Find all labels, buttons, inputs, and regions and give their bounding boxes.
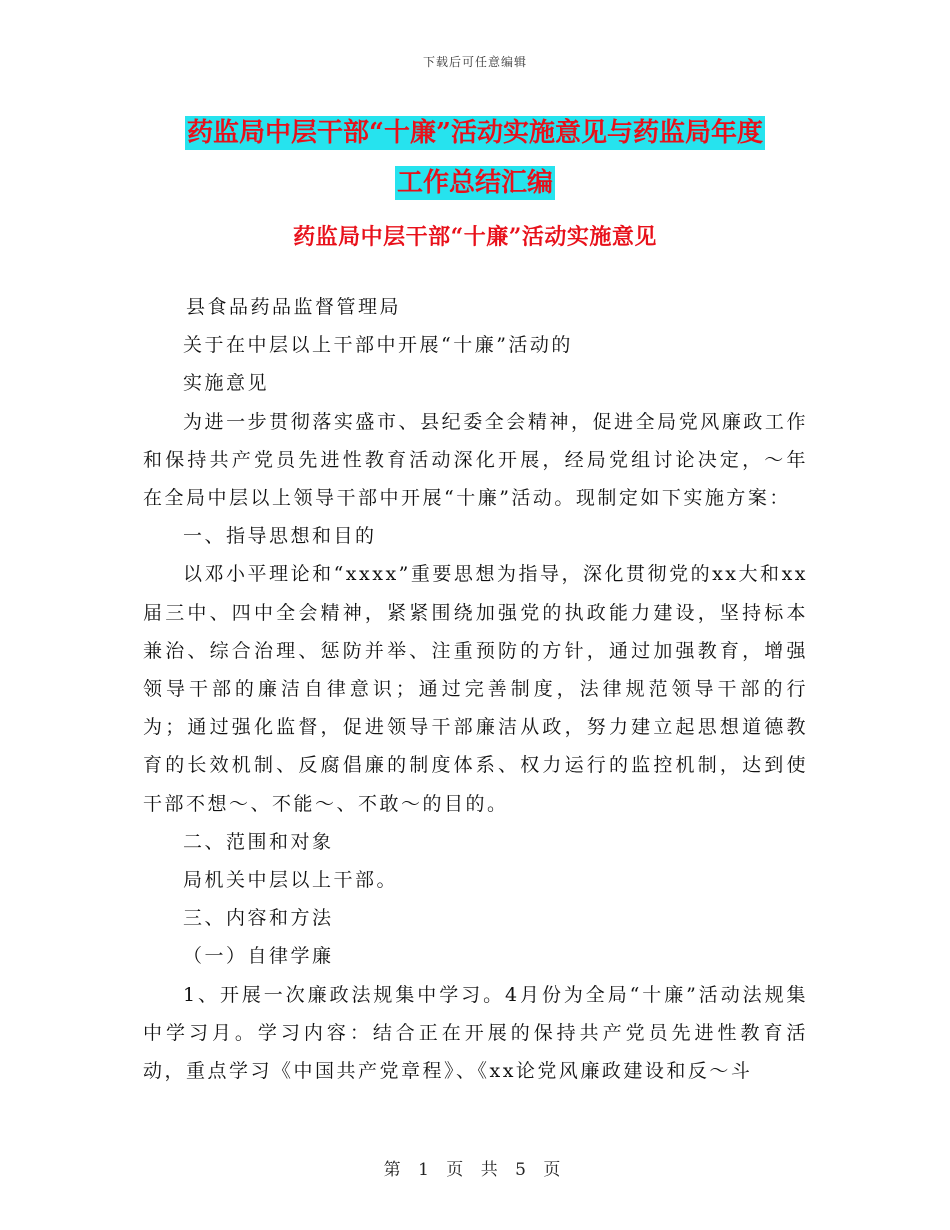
paragraph-study: 1、开展一次廉政法规集中学习。4月份为全局“十廉”活动法规集中学习月。学习内容：结合正在开展的保持共产党员先进性教育活动，重点学习《中国共产党章程》、《xx论党风廉政建设和反～斗 [143,983,808,1083]
heading-content-methods: 三、内容和方法 [183,907,334,930]
paragraph-org-name: 县食品药品监督管理局 [186,296,402,318]
heading-scope: 二、范围和对象 [183,830,334,853]
main-title-line-2: 工作总结汇编 [396,168,553,198]
document-main-title [0,108,950,208]
page-footer: 第 1 页 共 5 页 [383,1160,567,1180]
paragraph-guiding-thought: 以邓小平理论和“xxxx”重要思想为指导，深化贯彻党的xx大和xx届三中、四中全会精神，紧紧围绕加强党的执政能力建设，坚持标本兼治、综合治理、惩防并举、注重预防的方针，通过加强教育，增强领导干部的廉洁自律意识；通过完善制度，法律规范领导干部的行为；通过强化监督，促进领导干部廉洁从政，努力建立起思想道德教育的长效机制、反腐倡廉的制度体系、权力运行的监控机制，达到使干部不想～、不能～、不敢～的目的。 [143,563,808,815]
paragraph-scope: 局机关中层以上干部。 [183,869,399,892]
heading-guiding-thought: 一、指导思想和目的 [183,525,377,548]
paragraph-intro: 为进一步贯彻落实盛市、县纪委全会精神，促进全局党风廉政工作和保持共产党员先进性教育活动深化开展，经局党组讨论决定，～年在全局中层以上领导干部中开展“十廉”活动。现制定如下实施方案： [143,410,808,510]
document-body [143,288,808,1090]
header-note: 下载后可任意编辑 [422,55,527,69]
section-title: 药监局中层干部“十廉”活动实施意见 [293,224,657,250]
main-title-line-1: 药监局中层干部“十廉”活动实施意见与药监局年度 [187,118,763,148]
heading-self-discipline: （一）自律学廉 [183,945,334,968]
paragraph-doc-title-2: 实施意见 [183,372,270,395]
paragraph-doc-title-1: 关于在中层以上干部中开展“十廉”活动的 [183,334,573,357]
